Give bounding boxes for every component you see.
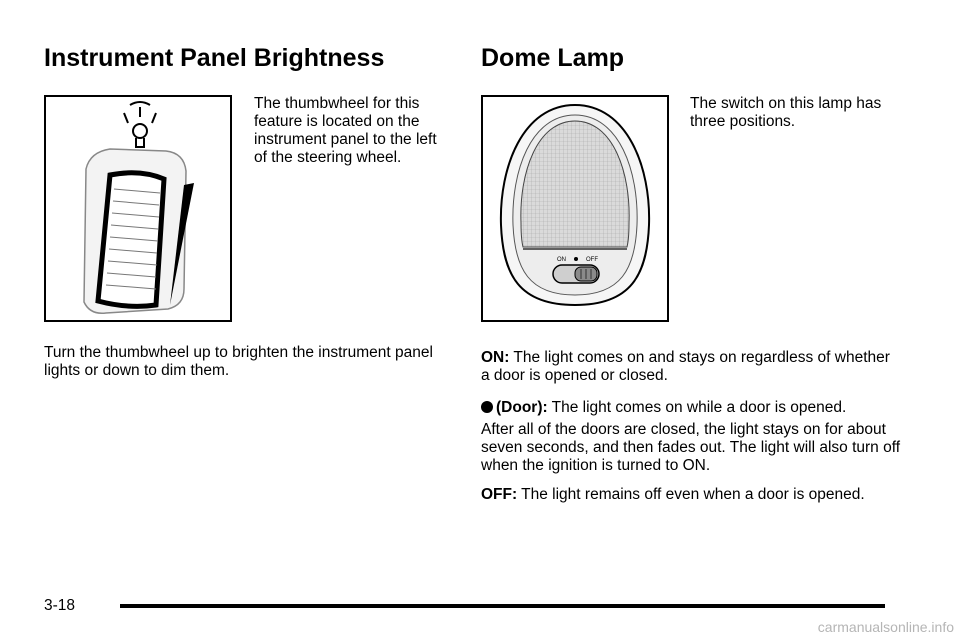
- thumbwheel-instructions-text: Turn the thumbwheel up to brighten the instrument panel lights or down to dim them.: [44, 344, 433, 379]
- slide-switch-icon: [553, 265, 599, 283]
- on-description: The light comes on and stays on regardless of whether a door is opened or closed.: [481, 349, 890, 384]
- dome-lamp-intro-text: The switch on this lamp has three positions.: [690, 95, 882, 130]
- door-followup-text: After all of the doors are closed, the light stays on for about seven seconds, and then fades out. The light will also turn off when the ignition is turned to ON.: [481, 421, 901, 474]
- on-position-text: [481, 349, 901, 385]
- thumbwheel-icon: [98, 173, 164, 307]
- dome-lamp-illustration: [481, 95, 669, 322]
- thumbwheel-illustration: [44, 95, 232, 322]
- off-position-text: [481, 486, 901, 504]
- door-description: The light comes on while a door is opened.: [551, 399, 847, 416]
- switch-off-label: OFF: [586, 257, 598, 263]
- thumbwheel-intro-text: The thumbwheel for this feature is located on the instrument panel to the left of the steering wheel.: [254, 95, 437, 166]
- door-dot-icon: [481, 401, 493, 413]
- door-position-text: [481, 399, 901, 417]
- page-number: 3-18: [44, 597, 76, 614]
- dome-lamp-heading: Dome Lamp: [481, 44, 625, 72]
- switch-door-dot-icon: [574, 257, 578, 261]
- instrument-panel-brightness-heading: Instrument Panel Brightness: [44, 44, 385, 72]
- on-label: ON:: [481, 349, 510, 366]
- switch-on-label: ON: [557, 257, 566, 263]
- brightness-icon: [124, 102, 156, 147]
- off-description: The light remains off even when a door is opened.: [521, 486, 865, 503]
- footer-rule: [120, 604, 885, 608]
- watermark: carmanualsonline.info: [817, 619, 954, 635]
- off-label: OFF:: [481, 486, 518, 503]
- door-label: (Door):: [496, 399, 548, 416]
